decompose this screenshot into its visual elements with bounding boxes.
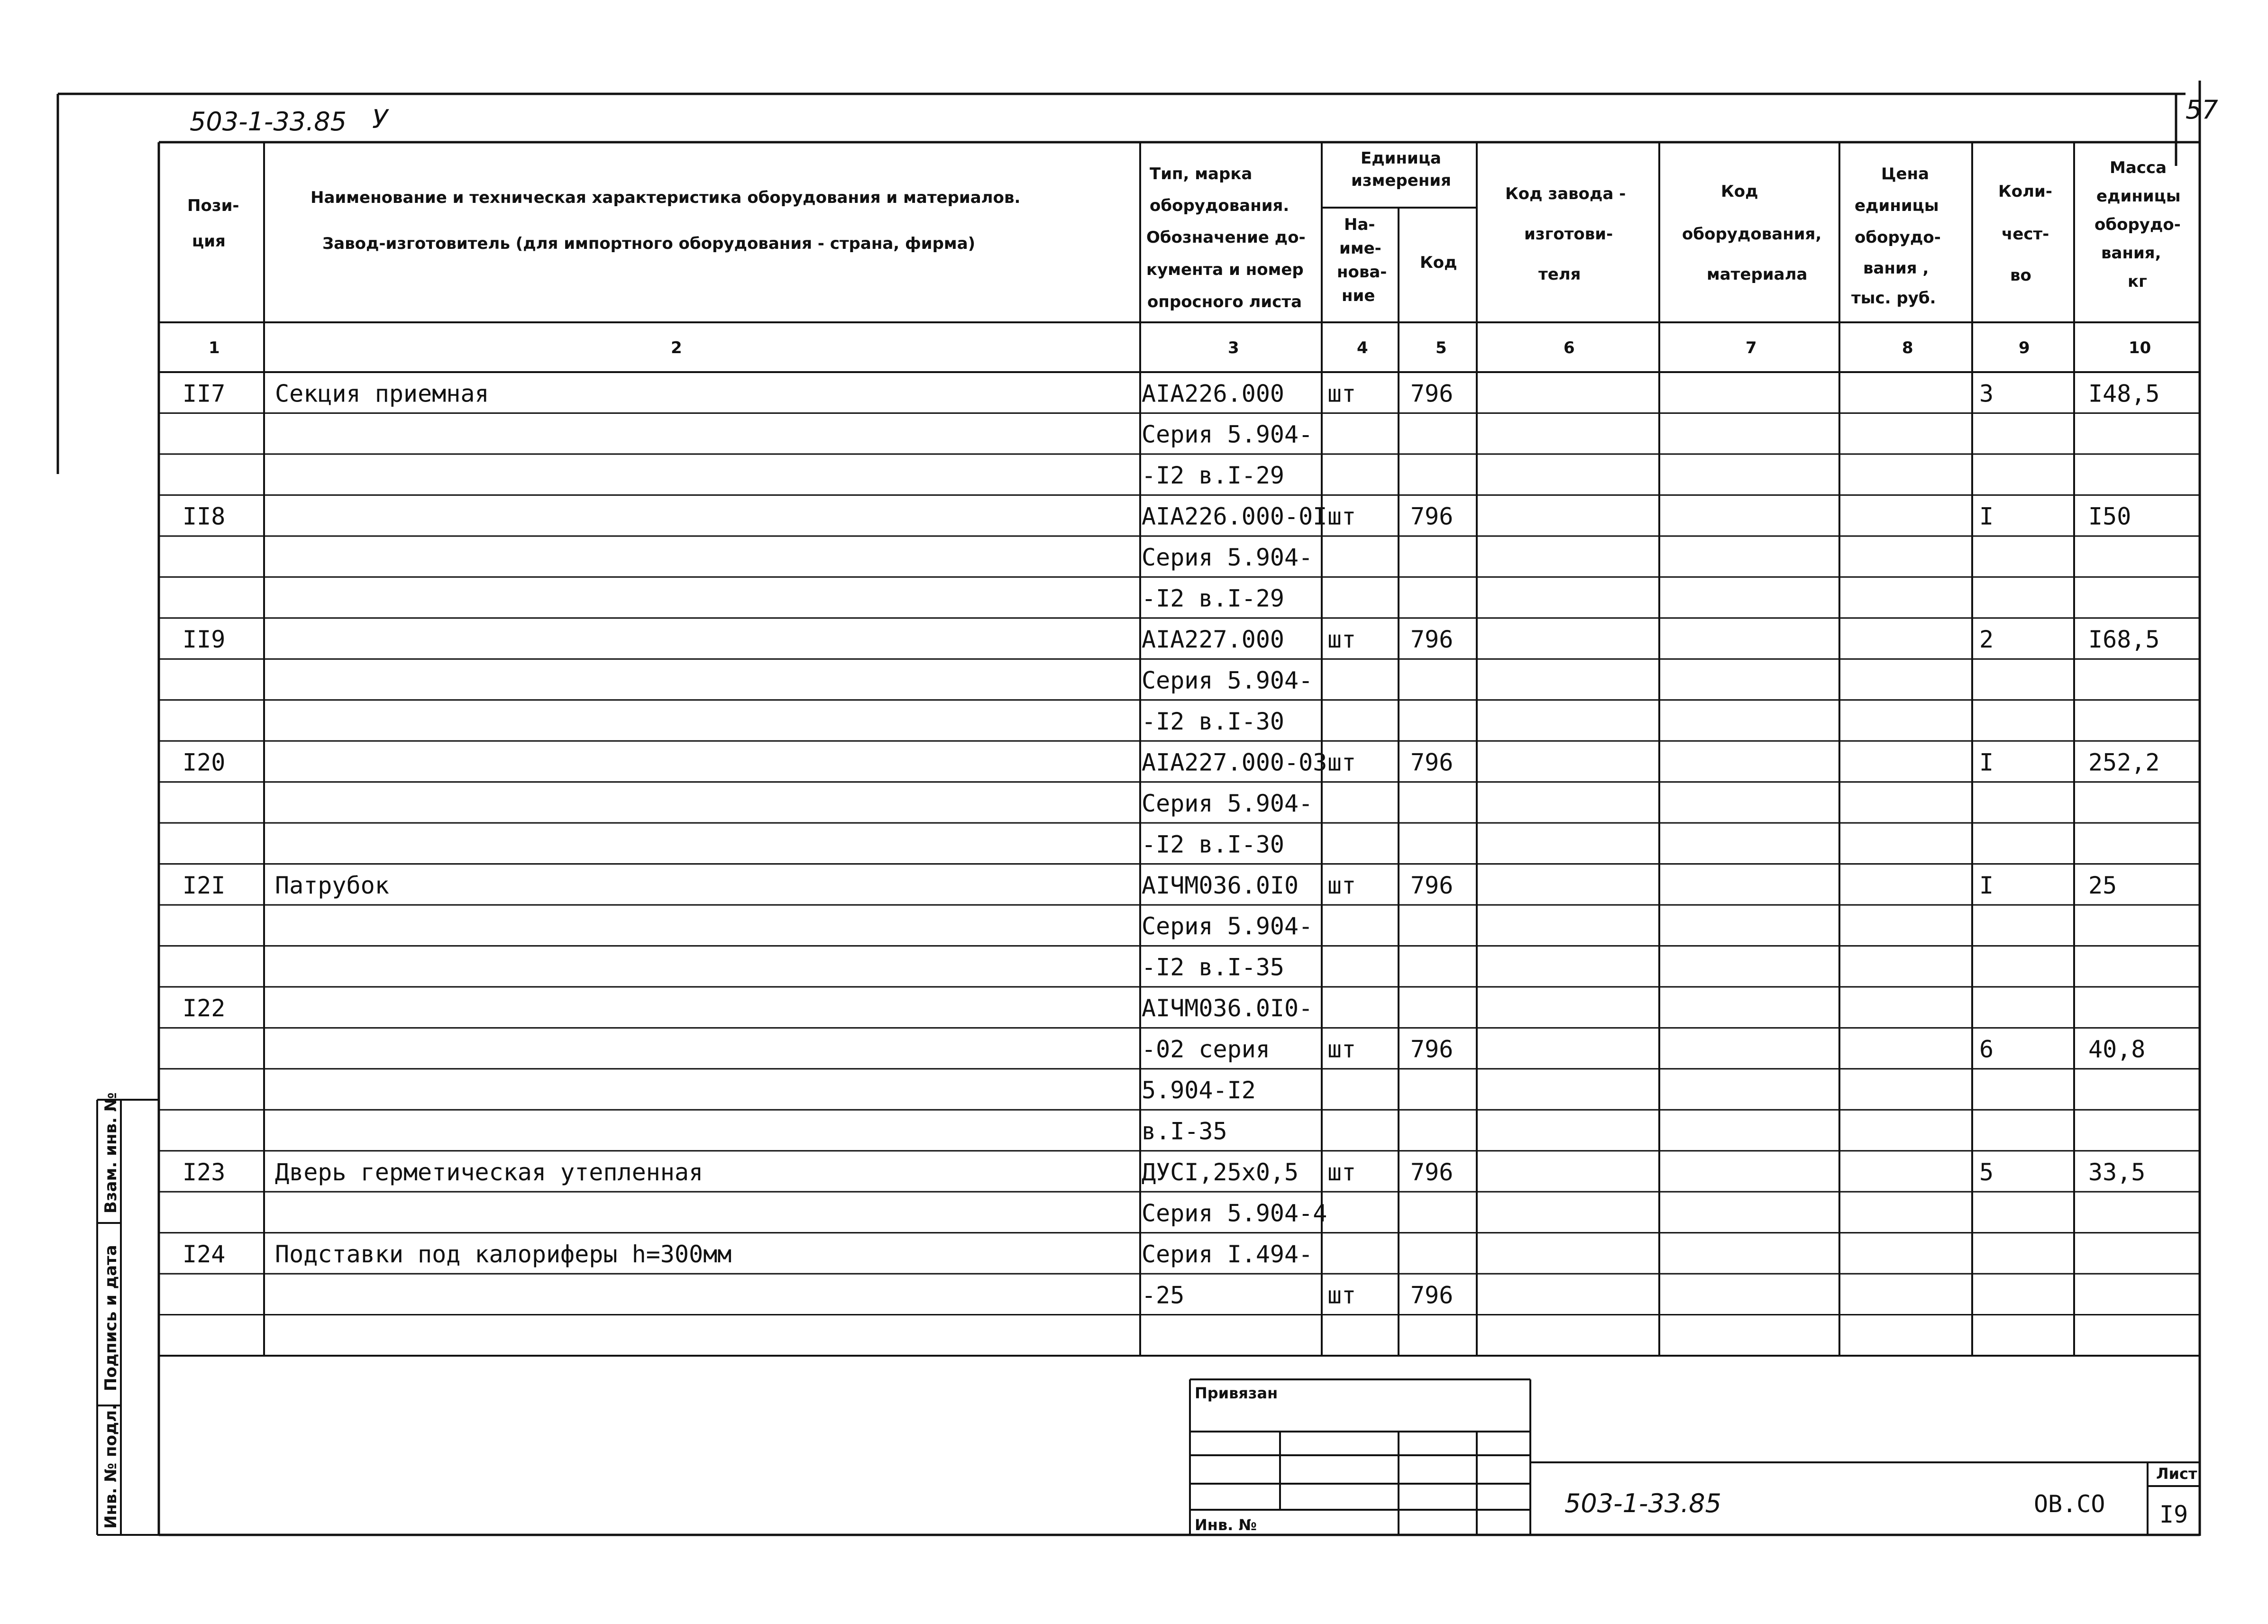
column-number-2: 2	[671, 338, 682, 357]
cell-quantity: 3	[1979, 380, 1994, 408]
cell-name: Патрубок	[275, 871, 389, 899]
cell-unit: шт	[1327, 871, 1356, 899]
side-label-original: Инв. № подл.	[101, 1404, 120, 1529]
cell-quantity: I	[1979, 748, 1994, 776]
header-pos-line-1: Пози-	[187, 196, 239, 215]
header-mass-3: оборудо-	[2094, 215, 2181, 234]
table-row	[1142, 790, 1313, 817]
side-label-replacement: Взам. инв. №	[101, 1092, 120, 1213]
cell-type: -02 серия	[1142, 1035, 1270, 1063]
cell-type: Серия 5.904-	[1142, 544, 1313, 572]
table-row	[1142, 912, 1313, 940]
column-number-6: 6	[1564, 338, 1575, 357]
header-unit-name-3: нова-	[1337, 263, 1387, 282]
cell-type: -I2 в.I-29	[1142, 584, 1285, 612]
cell-type: Серия 5.904-	[1142, 789, 1313, 817]
table-row	[1142, 1118, 1227, 1145]
header-mass-2: единицы	[2096, 187, 2181, 206]
cell-position: II8	[183, 502, 226, 530]
header-price-1: Цена	[1881, 164, 1930, 183]
cell-type: -I2 в.I-30	[1142, 830, 1285, 858]
cell-type: AIЧМ036.0I0	[1142, 871, 1299, 899]
cell-unit: шт	[1327, 380, 1356, 408]
header-unit-name-1: На-	[1344, 215, 1375, 234]
table-row	[183, 748, 2160, 776]
cell-quantity: 6	[1979, 1035, 1994, 1063]
header-document-code: 503-1-33.85	[190, 107, 347, 137]
cell-unit: шт	[1327, 626, 1356, 653]
table-row	[1142, 954, 1284, 981]
header-type-line-2: оборудования.	[1150, 196, 1289, 215]
header-qty-2: чест-	[2002, 225, 2049, 244]
cell-position: II9	[183, 626, 226, 653]
cell-type: 5.904-I2	[1142, 1077, 1256, 1104]
header-type-line-3: Обозначение до-	[1146, 228, 1306, 247]
header-name-line-1: Наименование и техническая характеристика оборудования и материалов.	[311, 188, 1021, 207]
header-equip-code-2: оборудования,	[1682, 225, 1822, 244]
table-row	[183, 626, 2160, 653]
cell-mass: I48,5	[2088, 380, 2160, 408]
header-price-3: оборудо-	[1855, 228, 1941, 247]
cell-unit: шт	[1327, 502, 1356, 530]
corner-page-mark: 57	[2186, 95, 2218, 125]
stamp-doc-code: 503-1-33.85	[1564, 1488, 1721, 1518]
column-number-row	[209, 338, 2151, 357]
cell-type: -I2 в.I-30	[1142, 707, 1285, 735]
cell-mass: 40,8	[2088, 1035, 2146, 1063]
header-mass-4: вания,	[2101, 244, 2161, 263]
cell-type: AIA227.000	[1142, 626, 1285, 653]
header-pos-line-2: ция	[192, 232, 226, 251]
header-unit-line-1: Единица	[1361, 149, 1441, 168]
header-name-line-2: Завод-изготовитель (для импортного оборудования - страна, фирма)	[322, 234, 976, 253]
cell-unit-code: 796	[1410, 871, 1454, 899]
cell-type: в.I-35	[1142, 1117, 1227, 1145]
table-row	[1142, 462, 1284, 489]
cell-mass: 25	[2088, 871, 2117, 899]
cell-unit: шт	[1327, 1158, 1356, 1186]
table-row	[1142, 544, 1313, 571]
table-header	[187, 149, 2181, 311]
header-plant-code-3: теля	[1538, 265, 1581, 284]
stamp-bound-label: Привязан	[1195, 1384, 1278, 1402]
cell-type: Серия I.494-	[1142, 1240, 1313, 1268]
table-row	[1142, 830, 1284, 858]
table-row	[1142, 708, 1284, 735]
cell-type: -I2 в.I-29	[1142, 462, 1285, 490]
stamp-mark: ОВ.СО	[2034, 1490, 2105, 1518]
cell-type: AIA227.000-03	[1142, 748, 1327, 776]
header-type-line-5: опросного листа	[1147, 292, 1302, 311]
table-row	[1142, 585, 1284, 612]
table-row	[1142, 666, 1313, 694]
header-mass-1: Масса	[2110, 158, 2167, 177]
cell-type: AIA226.000	[1142, 380, 1285, 408]
table-row	[183, 1159, 2145, 1186]
cell-unit-code: 796	[1410, 1281, 1454, 1309]
cell-unit-code: 796	[1410, 626, 1454, 653]
cell-type: -25	[1142, 1281, 1185, 1309]
header-unit-name-4: ние	[1342, 286, 1375, 305]
header-type-line-1: Тип, марка	[1150, 164, 1253, 183]
cell-unit-code: 796	[1410, 1035, 1454, 1063]
cell-quantity: I	[1979, 502, 1994, 530]
header-equip-code-3: материала	[1707, 265, 1808, 284]
cell-unit-code: 796	[1410, 502, 1454, 530]
table-row	[183, 380, 2160, 407]
cell-type: Серия 5.904-	[1142, 666, 1313, 694]
table-row	[1142, 421, 1313, 448]
cell-unit: шт	[1327, 748, 1356, 776]
cell-position: I23	[183, 1158, 226, 1186]
stamp-sheet-number: I9	[2159, 1501, 2188, 1528]
header-plant-code-1: Код завода -	[1505, 184, 1626, 203]
stamp-sheet-label: Лист	[2156, 1465, 2197, 1483]
header-price-5: тыс. руб.	[1851, 289, 1936, 308]
table-row	[1142, 1036, 2145, 1063]
cell-unit: шт	[1327, 1035, 1356, 1063]
header-unit-line-2: измерения	[1351, 171, 1451, 190]
column-number-8: 8	[1902, 338, 1913, 357]
cell-quantity: 2	[1979, 626, 1994, 653]
header-qty-3: во	[2010, 266, 2031, 285]
header-type-line-4: кумента и номер	[1146, 260, 1304, 279]
cell-type: ДУСI,25x0,5	[1142, 1158, 1299, 1186]
cell-type: AIA226.000-0I	[1142, 502, 1327, 530]
header-unit-name-2: име-	[1339, 239, 1381, 258]
column-number-9: 9	[2019, 338, 2030, 357]
cell-type: -I2 в.I-35	[1142, 953, 1285, 981]
cell-name: Подставки под калориферы h=300мм	[275, 1240, 732, 1268]
cell-unit: шт	[1327, 1281, 1356, 1309]
cell-mass: 33,5	[2088, 1158, 2146, 1186]
cell-position: II7	[183, 380, 226, 408]
cell-name: Дверь герметическая утепленная	[275, 1158, 704, 1186]
cell-mass: I68,5	[2088, 626, 2160, 653]
table-row	[183, 872, 2117, 899]
table-row	[1142, 1199, 1327, 1227]
cell-position: I20	[183, 748, 226, 776]
header-equip-code-1: Код	[1721, 182, 1758, 201]
cell-unit-code: 796	[1410, 380, 1454, 408]
cell-position: I2I	[183, 871, 226, 899]
cell-type: Серия 5.904-	[1142, 420, 1313, 448]
header-price-2: единицы	[1855, 196, 1939, 215]
column-number-3: 3	[1228, 338, 1239, 357]
header-qty-1: Коли-	[1998, 182, 2052, 201]
header-unit-code: Код	[1420, 253, 1457, 272]
cell-type: Серия 5.904-	[1142, 912, 1313, 940]
column-number-5: 5	[1436, 338, 1447, 357]
column-number-1: 1	[209, 338, 220, 357]
header-price-4: вания ,	[1863, 259, 1929, 278]
table-body	[183, 380, 2160, 1309]
header-plant-code-2: изготови-	[1524, 225, 1613, 244]
header-mass-5: кг	[2128, 272, 2147, 291]
column-number-4: 4	[1357, 338, 1368, 357]
stamp-inv-label: Инв. №	[1195, 1516, 1257, 1534]
column-number-10: 10	[2129, 338, 2151, 357]
table-row	[183, 1241, 1313, 1268]
side-label-signature: Подпись и дата	[101, 1245, 120, 1391]
cell-unit-code: 796	[1410, 748, 1454, 776]
cell-unit-code: 796	[1410, 1158, 1454, 1186]
cell-type: AIЧМ036.0I0-	[1142, 994, 1313, 1022]
cell-mass: I50	[2088, 502, 2131, 530]
cell-type: Серия 5.904-4	[1142, 1199, 1327, 1227]
column-number-7: 7	[1746, 338, 1757, 357]
cell-mass: 252,2	[2088, 748, 2160, 776]
cell-position: I24	[183, 1240, 226, 1268]
cell-quantity: I	[1979, 871, 1994, 899]
table-row	[1142, 1077, 1256, 1104]
cell-position: I22	[183, 994, 226, 1022]
cell-name: Секция приемная	[275, 380, 489, 408]
table-row	[183, 994, 1313, 1022]
table-row	[1142, 1281, 1453, 1309]
cell-quantity: 5	[1979, 1158, 1994, 1186]
header-corner-letter: У	[372, 104, 388, 134]
